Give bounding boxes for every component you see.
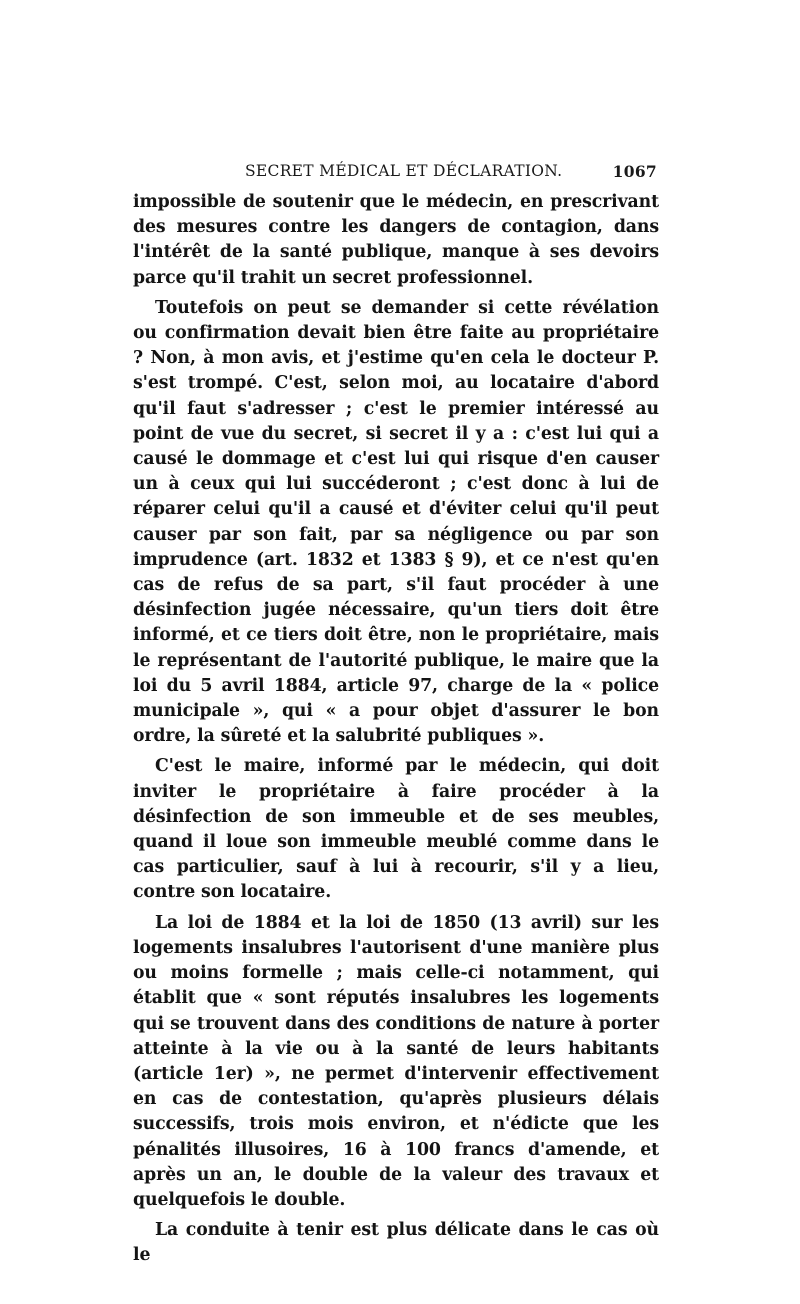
running-header: [133, 160, 659, 186]
paragraph-loi-1884: La loi de 1884 et la loi de 1850 (13 avril) sur les logements insalubres l'autorisent d'une manière plus ou moins formelle ; mais celle-ci notamment, qui établit que « sont réputés insalubres les logements qui se trouvent dans des conditions de nature à porter atteinte à la vie ou à la santé de leurs habitants (article 1er) », ne permet d'intervenir effectivement en cas de contestation, qu'après plusieurs délais successifs, trois mois environ, et n'édicte que les pénalités illusoires, 16 à 100 francs d'amende, et après un an, le double de la valeur des travaux et quelquefois le double.: [133, 912, 659, 1210]
paragraph-continuation: impossible de soutenir que le médecin, en prescrivant des mesures contre les dangers de contagion, dans l'intérêt de la santé publique, manque à ses devoirs parce qu'il trahit un secret professionnel.: [133, 192, 659, 288]
page-number: 1067: [612, 162, 657, 181]
paragraph-revelation: Toutefois on peut se demander si cette révélation ou confirmation devait bien être faite au propriétaire ? Non, à mon avis, et j'estime qu'en cela le docteur P. s'est trompé. C'est, selon moi, au locataire d'abord qu'il faut s'adresser ; c'est le premier intéressé au point de vue du secret, si secret il y a : c'est lui qui a causé le dommage et c'est lui qui risque d'en causer un à ceux qui lui succéderont ; c'est donc à lui de réparer celui qu'il a causé et d'éviter celui qu'il peut causer par son fait, par sa négligence ou par son imprudence (art. 1832 et 1383 § 9), et ce n'est qu'en cas de refus de sa part, s'il faut procéder à une désinfection jugée nécessaire, qu'un tiers doit être informé, et ce tiers doit être, non le propriétaire, mais le représentant de l'autorité publique, le maire que la loi du 5 avril 1884, article 97, charge de la « police municipale », qui « a pour objet d'assurer le bon ordre, la sûreté et la salubrité publiques ».: [133, 297, 659, 747]
paragraph-maire: C'est le maire, informé par le médecin, qui doit inviter le propriétaire à faire procéder à la désinfection de son immeuble et de ses meubles, quand il loue son immeuble meublé comme dans le cas particulier, sauf à lui à recourir, s'il y a lieu, contre son locataire.: [133, 756, 659, 903]
body-text: [133, 190, 659, 1269]
running-title: SECRET MÉDICAL ET DÉCLARATION.: [245, 162, 563, 180]
paragraph-conduite: La conduite à tenir est plus délicate dans le cas où le: [133, 1220, 659, 1266]
